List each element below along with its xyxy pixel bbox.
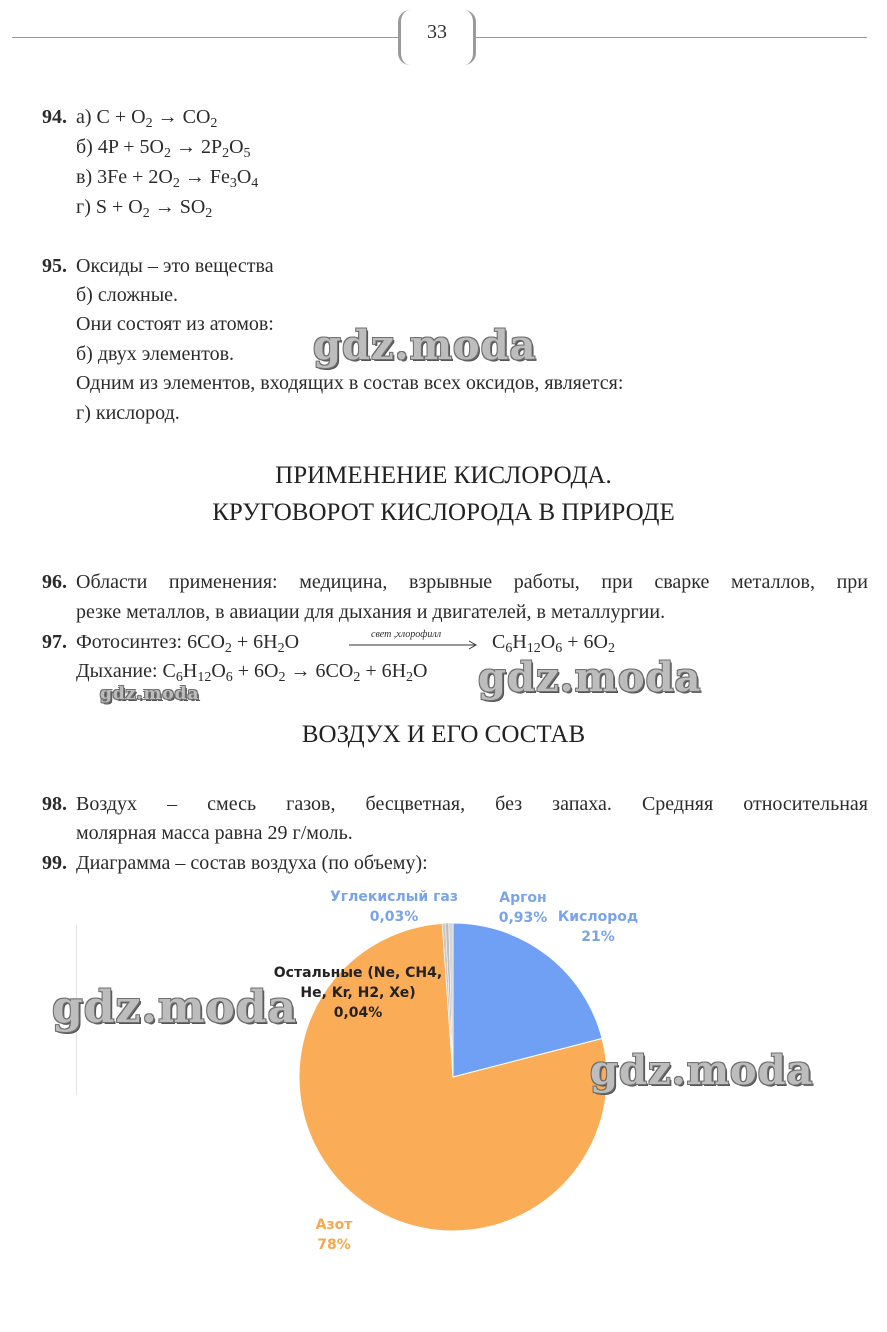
task-96-line: резке металлов, в авиации для дыхания и двигателей, в металлургии. xyxy=(76,601,666,623)
watermark: gdz.moda xyxy=(478,654,702,701)
task-98-number: 98. xyxy=(42,793,67,815)
task-99-number: 99. xyxy=(42,852,67,874)
watermark: gdz.moda xyxy=(590,1047,814,1094)
pie-data-label: 0,93% xyxy=(498,910,548,926)
respiration-equation: Дыхание: $C_6H_{12}O_6 + 6O_2 \to 6CO_2 + 6H_2O$ xyxy=(76,660,428,685)
arrow-condition-label: свет ,хлорофилл xyxy=(371,629,442,640)
reaction-arrow xyxy=(349,628,481,656)
task-94-line-a: а) $C + O_2 \to CO_2$ xyxy=(76,106,218,131)
section-heading-oxygen-use: ПРИМЕНЕНИЕ КИСЛОРОДА. xyxy=(275,462,612,489)
task-95-line: Оксиды – это вещества xyxy=(76,255,274,277)
task-97-number: 97. xyxy=(42,631,67,653)
task-94-line-d: г) $S + O_2 \to SO_2$ xyxy=(76,196,213,221)
task-95-line: б) сложные. xyxy=(76,284,179,306)
task-95-line: Они состоят из атомов: xyxy=(76,313,274,335)
pie-data-label: Кислород xyxy=(557,909,639,925)
pie-data-label: 0,03% xyxy=(369,909,419,925)
watermark: gdz.moda xyxy=(313,322,537,369)
task-98-line: Воздух – смесь газов, бесцветная, без запаха. Средняя относительная xyxy=(76,793,868,815)
header-rule-left xyxy=(12,37,402,38)
task-98-line: молярная масса равна 29 г/моль. xyxy=(76,822,353,844)
pie-data-label: Аргон xyxy=(499,890,547,906)
pie-data-label: Остальные (Ne, CH4, xyxy=(273,965,443,981)
task-96-number: 96. xyxy=(42,571,67,593)
task-94-line-c: в) $3Fe + 2O_2 \to Fe_3O_4$ xyxy=(76,166,259,191)
task-95-number: 95. xyxy=(42,255,67,277)
watermark: gdz.moda xyxy=(52,982,298,1033)
task-94-number: 94. xyxy=(42,106,67,128)
air-composition-pie-chart xyxy=(0,880,887,1320)
section-heading-air: ВОЗДУХ И ЕГО СОСТАВ xyxy=(301,721,586,748)
task-94-line-b: б) $4P + 5O_2 \to 2P_2O_5$ xyxy=(76,136,251,161)
pie-data-label: He, Kr, H2, Xe) xyxy=(300,985,416,1001)
task-96-line: Области применения: медицина, взрывные работы, при сварке металлов, при xyxy=(76,571,868,593)
pie-data-label: 0,04% xyxy=(333,1005,383,1021)
pie-data-label: Азот xyxy=(315,1217,353,1233)
pie-data-label: Углекислый газ xyxy=(330,889,458,905)
task-95-line: Одним из элементов, входящих в состав всех оксидов, является: xyxy=(76,372,624,394)
section-heading-oxygen-cycle: КРУГОВОРОТ КИСЛОРОДА В ПРИРОДЕ xyxy=(212,499,675,526)
page-number: 33 xyxy=(398,10,476,65)
task-99-text: Диаграмма – состав воздуха (по объему): xyxy=(76,852,428,874)
photosynthesis-equation-left: Фотосинтез: $6CO_2 + 6H_2O$ xyxy=(76,631,300,656)
pie-data-label: 21% xyxy=(581,929,615,945)
pie-data-label: 78% xyxy=(317,1237,351,1253)
header-rule-right xyxy=(472,37,867,38)
photosynthesis-equation-right: $C_6H_{12}O_6 + 6O_2$ xyxy=(492,631,615,656)
task-95-line: г) кислород. xyxy=(76,402,180,424)
task-95-line: б) двух элементов. xyxy=(76,343,235,365)
watermark: gdz.moda xyxy=(100,684,200,704)
